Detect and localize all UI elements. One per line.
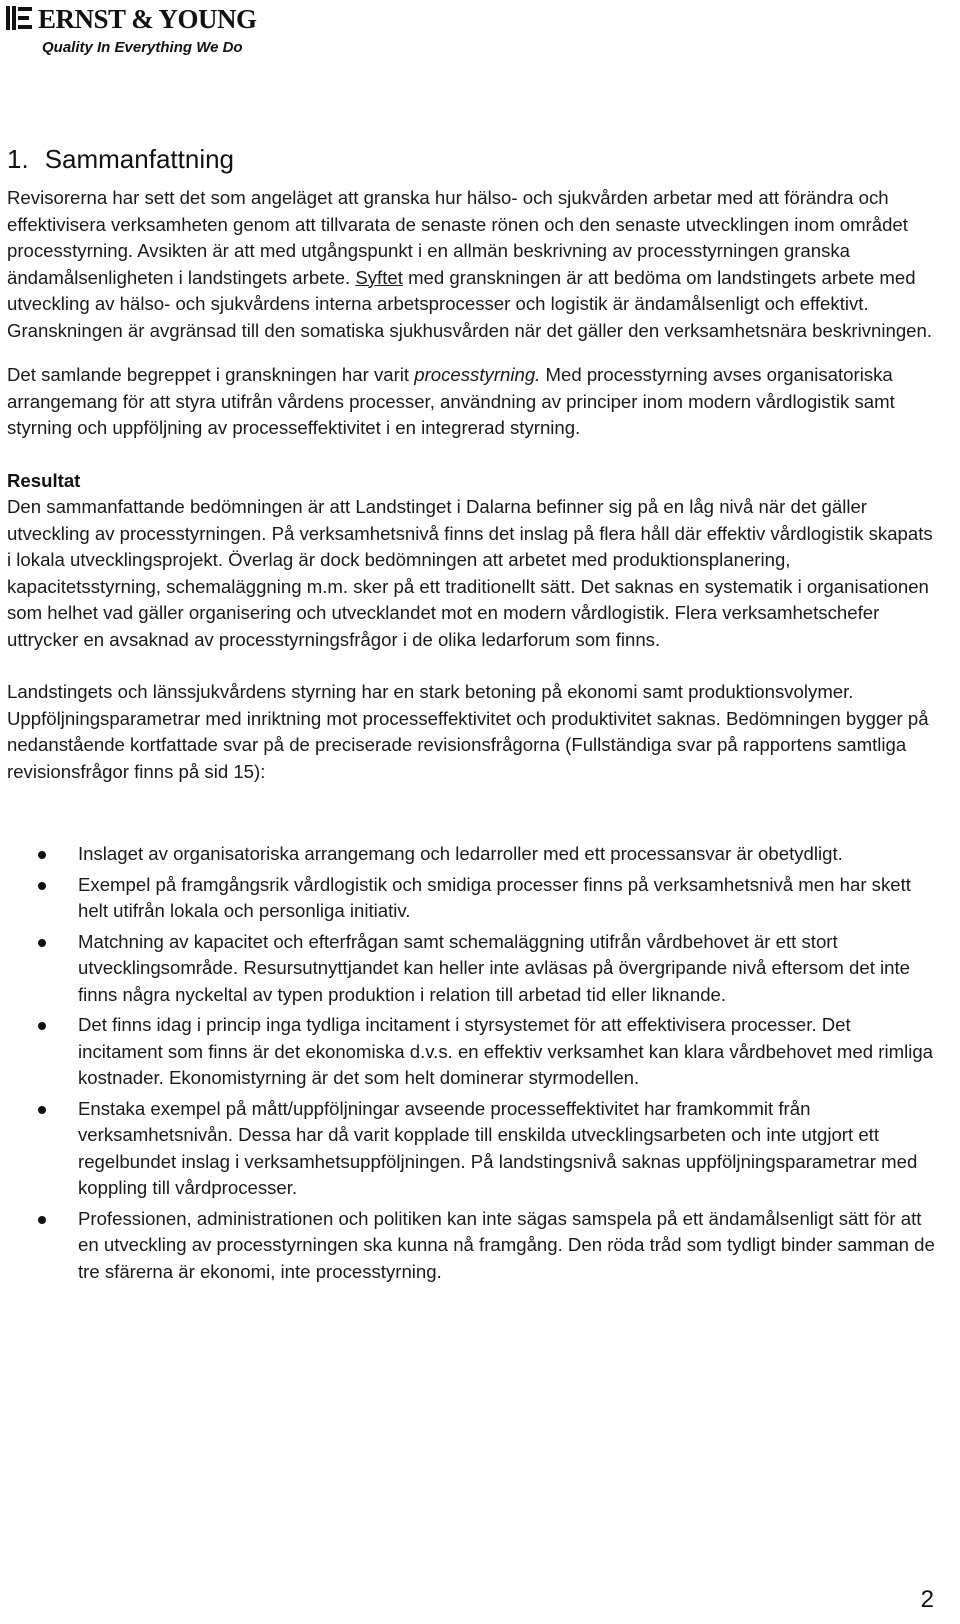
list-item (7, 841, 937, 868)
bullet-icon (38, 851, 46, 859)
list-item-text: Det finns idag i princip inga tydliga incitament i styrsystemet för att effektivisera processer. Det incitament som finns är det ekonomiska d.v.s. en effektiv verksamhet kan klara vårdbehovet med rimliga kostnader. Ekonomistyrning är det som helt dominerar styrmodellen. (78, 1014, 934, 1088)
list-item-text: Professionen, administrationen och politiken kan inte sägas samspela på ett ändamålsenligt sätt för att en utveckling av processtyrningen ska kunna nå framgång. Den röda tråd som tydligt binder samman de tre sfärerna är ekonomi, inte processtyrning. (78, 1207, 935, 1282)
logo-tagline: Quality In Everything We Do (42, 39, 243, 56)
result-paragraph-1: Den sammanfattande bedömningen är att Landstinget i Dalarna befinner sig på en låg nivå när det gäller utveckling av processtyrningen. På verksamhetsnivå finns det inslag på flera håll där effektiv vårdlogistik skapats i lokala utvecklingsprojekt. Överlag är dock bedömningen att arbetet med produktionsplanering, kapacitetsstyrning, schemaläggning m.m. sker på ett traditionellt sätt. Det saknas en systematik i organisationen som helhet vad gäller organisering och utvecklandet mot en modern vårdlogistik. Flera verksamhetschefer uttrycker en avsaknad av processtyrningsfrågor i de olika ledarforum som finns. (7, 496, 933, 650)
list-item (7, 1012, 937, 1092)
intro-text-2-start: Det samlande begreppet i granskningen har varit (7, 364, 415, 385)
section-heading (7, 142, 937, 176)
findings-list (7, 841, 937, 1285)
company-logo (6, 4, 266, 56)
list-item (7, 1206, 937, 1286)
list-item-text: Inslaget av organisatoriska arrangemang och ledarroller med ett processansvar är obetydligt. (78, 843, 843, 864)
processtyrning-term: processtyrning. (414, 364, 541, 385)
list-item-text: Exempel på framgångsrik vårdlogistik och smidiga processer finns på verksamhetsnivå men har skett helt utifrån lokala och personliga initiativ. (78, 873, 911, 921)
bullet-icon (38, 1022, 46, 1030)
list-item (7, 872, 937, 925)
bullet-icon (38, 939, 46, 947)
section-number: 1. (7, 144, 29, 174)
result-paragraph-2: Landstingets och länssjukvårdens styrning har en stark betoning på ekonomi samt produktionsvolymer. Uppföljningsparametrar med inriktning mot processeffektivitet och produktivitet saknas. Bedömningen bygger på nedanstående kortfattade svar på de preciserade revisionsfrågorna (Fullständiga svar på rapportens samtliga revisionsfrågor finns på sid 15): (7, 681, 929, 782)
intro-paragraph-2 (7, 362, 937, 442)
list-item-text: Enstaka exempel på mått/uppföljningar avseende processeffektivitet har framkommit från verksamhetsnivån. Dessa har då varit kopplade till enskilda utvecklingsarbeten och inte utgjort ett regelbundet inslag i verksamhetsuppföljningen. På landstingsnivå saknas uppföljningsparametrar med koppling till vårdprocesser. (78, 1097, 918, 1198)
intro-text-1: Revisorerna har sett det som angeläget att granska hur hälso- och sjukvården arbetar med att förändra och effektivisera verksamheten genom att tillvarata de senaste rönen och den senaste utvecklingen inom området processtyrning. Avsikten är att med utgångspunkt i en allmän beskrivning av processtyrningen granska ändamålsenligheten i landstingets arbete. (7, 187, 908, 288)
bullet-icon (38, 1106, 46, 1114)
list-item-text: Matchning av kapacitet och efterfrågan samt schemaläggning utifrån vårdbehovet är ett stort utvecklingsområde. Resursutnyttjandet kan heller inte avläsas på övergripande nivå eftersom det inte finns några nyckeltal av typen produktion i relation till arbetad tid eller liknande. (78, 930, 911, 1005)
page-number: 2 (920, 1586, 934, 1613)
intro-paragraph-1 (7, 185, 937, 344)
section-title: Sammanfattning (44, 144, 235, 174)
list-item (7, 1096, 937, 1202)
bullet-icon (38, 1216, 46, 1224)
list-item (7, 929, 937, 1009)
result-heading: Resultat (7, 469, 81, 491)
intro-text-2-rest: Med processtyrning avses organisatoriska arrangemang för att styra utifrån vårdens processer, användning av principer inom modern vårdlogistik samt styrning och uppföljning av processeffektivitet i en integrerad styrning. (7, 364, 895, 438)
bullet-icon (38, 882, 46, 890)
ey-logo-mark-icon (6, 6, 34, 30)
logo-name: ERNST & YOUNG (38, 4, 257, 34)
syftet-term: Syftet (355, 266, 403, 288)
document-body (7, 142, 937, 1289)
intro-text-1-rest: med granskningen är att bedöma om landstingets arbete med utveckling av hälso- och sjukvårdens interna arbetsprocesser och logistik är ändamålsenligt och effektivt. Granskningen är avgränsad till den somatiska sjukhusvården när det gäller den verksamhetsnära beskrivningen. (7, 266, 933, 341)
